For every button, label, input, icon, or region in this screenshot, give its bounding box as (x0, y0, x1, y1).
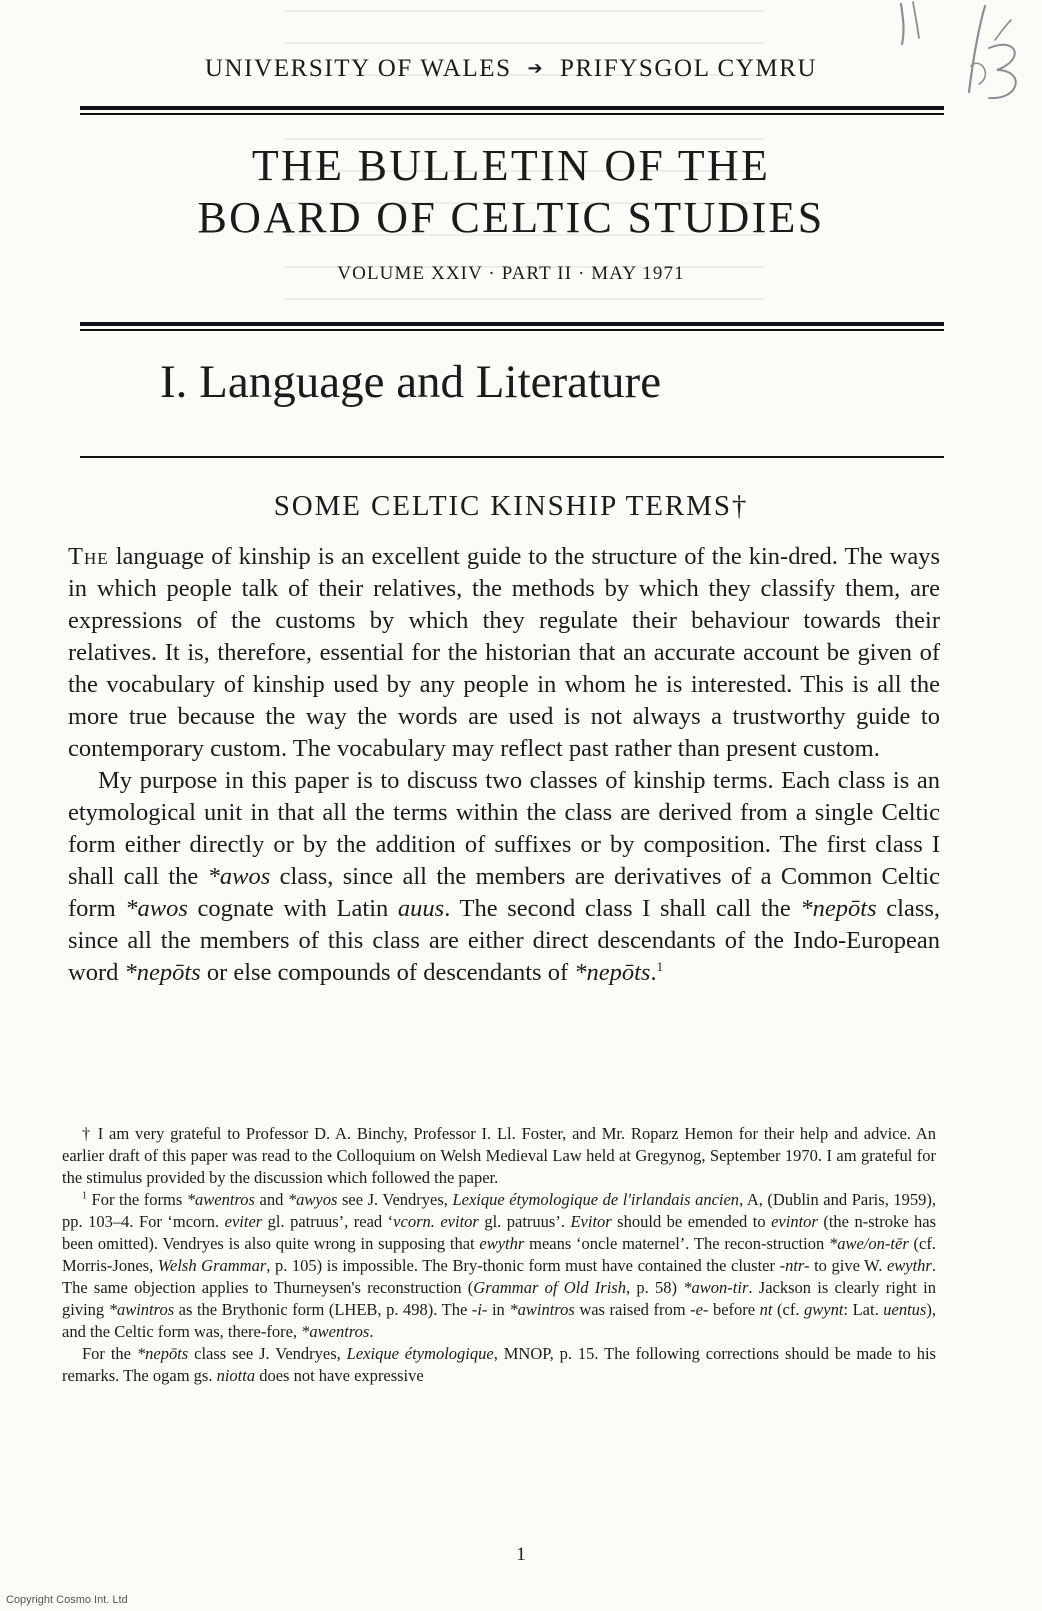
footnote-dagger: † I am very grateful to Professor D. A. Binchy, Professor I. Ll. Foster, and Mr. Roparz Hemon for their help and advice. An earlier draft of this paper was read to the Colloquium on Welsh Medieval Law held at Gregynog, September 1970. I am grateful for the stimulus provided by the discussion which followed the paper. (62, 1124, 936, 1187)
copyright-watermark: Copyright Cosmo Int. Ltd (6, 1594, 128, 1606)
university-welsh: PRIFYSGOL CYMRU (560, 55, 818, 82)
footnote-ref: 1 (656, 958, 664, 974)
dagger-mark: † (731, 490, 749, 522)
header-rule (80, 106, 944, 115)
university-english: UNIVERSITY OF WALES (204, 55, 512, 82)
footnote-continuation: For the *nepōts class see J. Vendryes, Lexique étymologique, MNOP, p. 15. The following corrections should be made to his remarks. The ogam gs. niotta does not have expressive (62, 1344, 936, 1385)
section-heading: I. Language and Literature (160, 356, 662, 408)
section-rule (80, 456, 944, 458)
footnote-1: $^1$ For the forms *awentros and *awyos see J. Vendryes, Lexique étymologique de l'irlandais ancien, A, (Dublin and Paris, 1959), pp. 103–4. For ‘mcorn. eviter gl. patruus’, read ‘vcorn. evitor gl. patruus’. Evitor should be emended to evintor (the n-stroke has been omitted). Vendryes is also quite wrong in supposing that ewythr means ‘oncle maternel’. The recon-struction *awe/on-tēr (cf. Morris-Jones, Welsh Grammar, p. 105) is impossible. The Bry-thonic form must have contained the cluster -ntr- to give W. ewythr. The same objection applies to Thurneysen's reconstruction (Grammar of Old Irish, p. 58) *awon-tir. Jackson is clearly right in giving *awintros as the Brythonic form (LHEB, p. 498). The -i- in *awintros was raised from -e- before nt (cf. gwynt: Lat. uentus), and the Celtic form was, there-fore, *awentros. (62, 1190, 937, 1341)
arrow-icon: ➔ (527, 58, 545, 78)
article-title: SOME CELTIC KINSHIP TERMS† (273, 490, 749, 522)
paragraph-1: The language of kinship is an excellent guide to the structure of the kin-dred. The ways in which people talk of their relatives, the methods by which they classify them, are expressions of the customs by which they regulate their behaviour towards their relatives. It is, therefore, essential for the historian that an accurate account be given of the vocabulary of kinship used by any people in whom he is interested. This is all the more true because the way the words are used is not always a trustworthy guide to contemporary custom. The vocabulary may reflect past rather than present custom. (68, 543, 940, 762)
journal-title (80, 140, 942, 244)
title-rule (80, 322, 944, 331)
journal-title-line-1: THE BULLETIN OF THE (251, 141, 771, 190)
lead-word: The (68, 543, 109, 570)
page-number: 1 (516, 1544, 526, 1565)
volume-line: VOLUME XXIV · PART II · MAY 1971 (337, 263, 685, 284)
paragraph-2: My purpose in this paper is to discuss two classes of kinship terms. Each class is an etymological unit in that all the terms within the class are derived from a single Celtic form either directly or by the addition of suffixes or by composition. The first class I shall call the *awos class, since all the members are derivatives of a Common Celtic form *awos cognate with Latin auus. The second class I shall call the *nepōts class, since all the members of this class are either direct descendants of the Indo-European word *nepōts or else compounds of descendants of *nepōts.$^1$ (68, 767, 941, 986)
journal-title-line-2: BOARD OF CELTIC STUDIES (197, 193, 825, 242)
university-line (80, 55, 942, 83)
article-body (68, 541, 940, 989)
footnotes (62, 1123, 936, 1387)
